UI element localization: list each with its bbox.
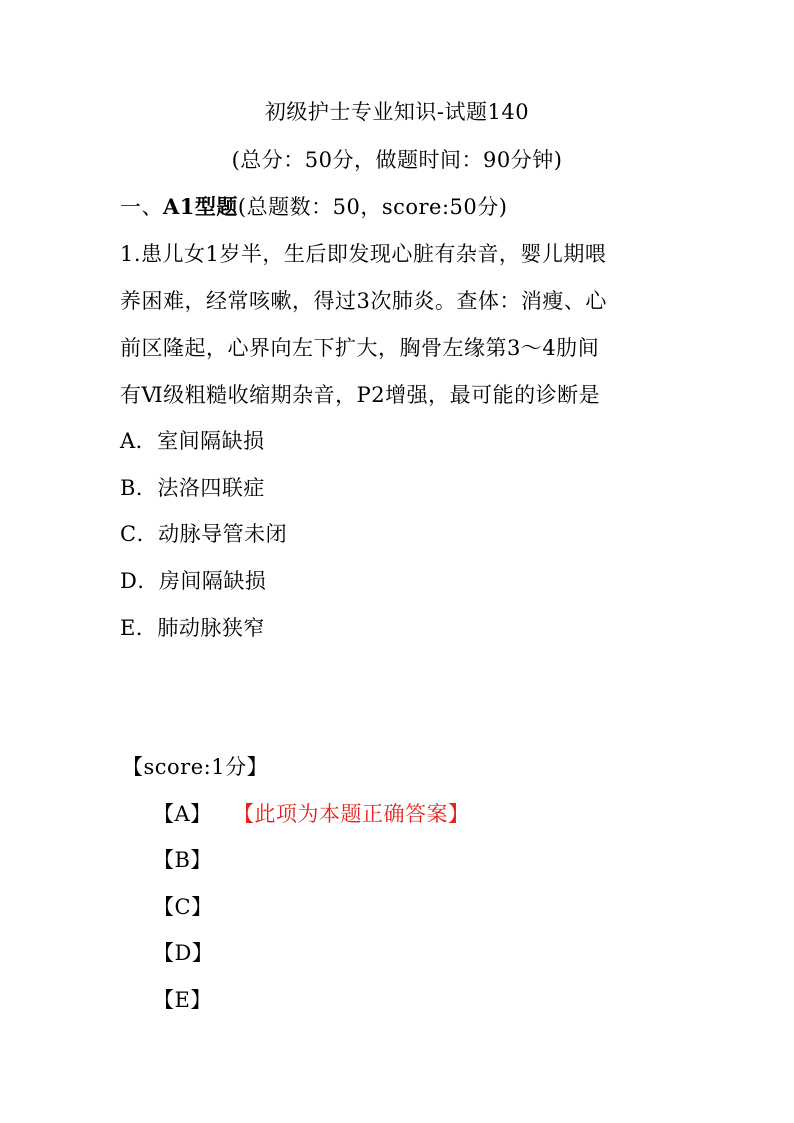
answer-key-b: 【B】 <box>153 848 212 872</box>
option-c: C．动脉导管未闭 <box>120 522 288 546</box>
question-stem-line: 前区隆起，心界向左下扩大，胸骨左缘第3～4肋间 <box>120 336 600 360</box>
page-subtitle: (总分：50分，做题时间：90分钟) <box>231 148 563 172</box>
answer-key-d: 【D】 <box>153 941 214 965</box>
section-number: 一、 <box>120 195 163 219</box>
option-a: A．室间隔缺损 <box>120 429 265 453</box>
answer-key-c: 【C】 <box>153 895 213 919</box>
correct-answer-note: 【此项为本题正确答案】 <box>233 802 470 826</box>
score-label: 【score:1分】 <box>122 755 269 779</box>
question-stem-line: 养困难，经常咳嗽，得过3次肺炎。查体：消瘦、心 <box>120 289 607 313</box>
answer-key-e: 【E】 <box>153 988 212 1012</box>
option-b: B．法洛四联症 <box>120 476 265 500</box>
answer-key-a: 【A】 <box>153 802 212 826</box>
option-d: D．房间隔缺损 <box>120 569 267 593</box>
section-info: (总题数：50，score:50分) <box>237 195 508 219</box>
section-header <box>120 192 507 222</box>
question-stem-line: 有Ⅵ级粗糙收缩期杂音，P2增强，最可能的诊断是 <box>120 383 601 407</box>
option-e: E．肺动脉狭窄 <box>120 616 265 640</box>
page-title: 初级护士专业知识-试题140 <box>264 100 530 124</box>
section-name: A1型题 <box>163 194 238 219</box>
question-stem-line: 1.患儿女1岁半，生后即发现心脏有杂音，婴儿期喂 <box>120 242 607 266</box>
